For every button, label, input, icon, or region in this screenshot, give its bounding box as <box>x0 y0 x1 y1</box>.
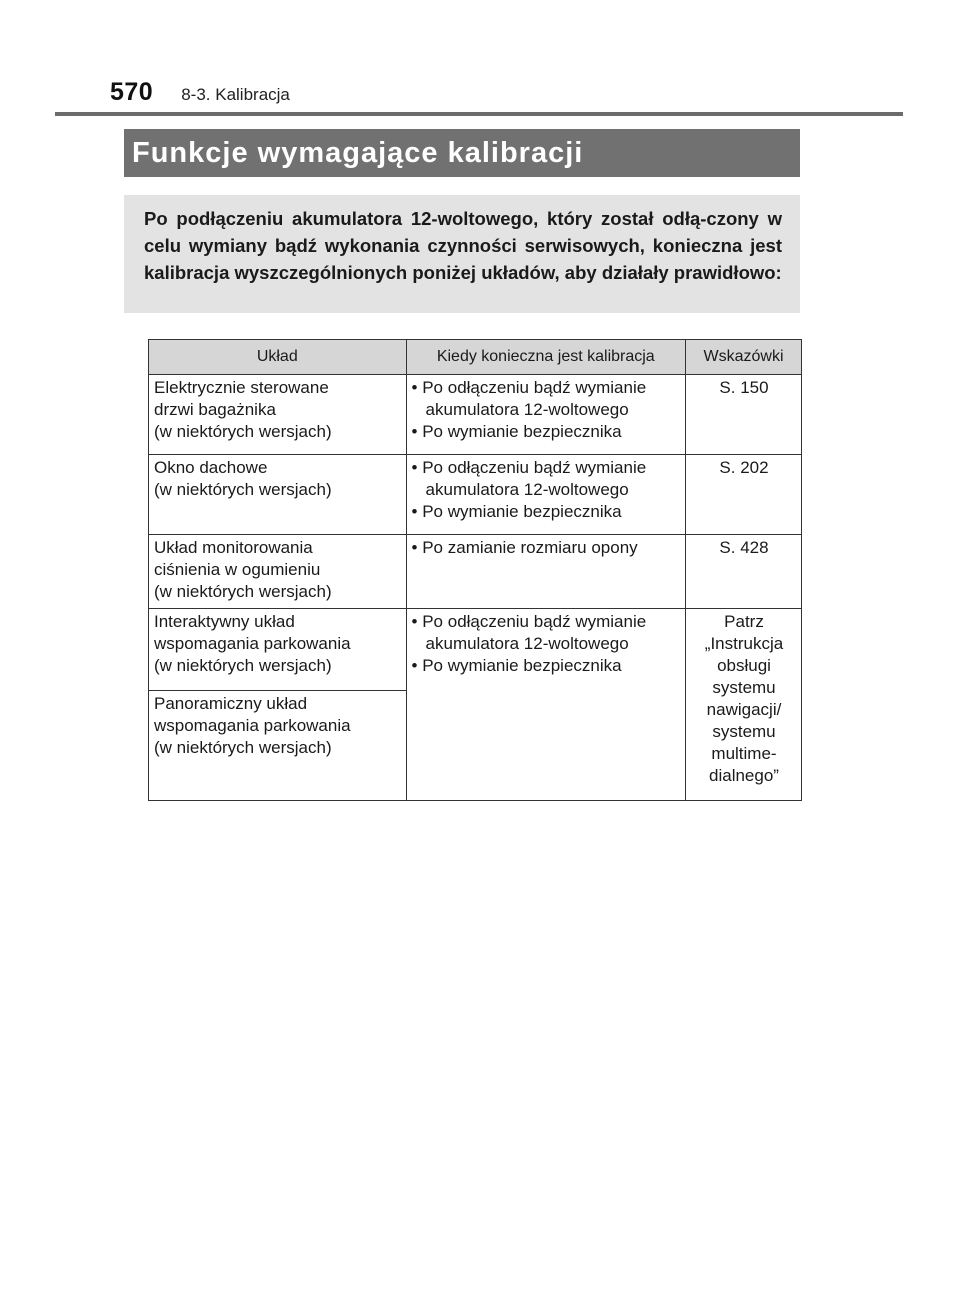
system-line: (w niektórych wersjach) <box>154 480 332 499</box>
table-row <box>149 535 802 609</box>
when-item: • Po zamianie rozmiaru opony <box>412 537 681 559</box>
column-header-when: Kiedy konieczna jest kalibracja <box>406 340 685 375</box>
hint-cell <box>686 375 802 455</box>
system-cell <box>149 375 407 455</box>
section-reference: 8-3. Kalibracja <box>181 85 290 104</box>
intro-text: Po podłączeniu akumulatora 12-woltowego, który został odłą-czony w celu wymiany bądź wykonania czynności serwisowych, konieczna jest kalibracja wyszczególnionych poniżej układów, aby działały prawidłowo: <box>124 195 800 313</box>
when-item: • Po odłączeniu bądź wymianie akumulatora 12-woltowego <box>412 377 681 421</box>
when-list <box>412 457 681 523</box>
when-cell <box>406 609 685 801</box>
column-header-system: Układ <box>149 340 407 375</box>
hint-cell <box>686 535 802 609</box>
system-line: drzwi bagażnika <box>154 400 276 419</box>
system-line: Elektrycznie sterowane <box>154 378 329 397</box>
system-line: Interaktywny układ <box>154 612 295 631</box>
hint-cell <box>686 609 802 801</box>
table-row <box>149 455 802 535</box>
manual-reference: Patrz „Instrukcja obsługi systemu nawigacji/ systemu multime-dialnego” <box>704 612 784 785</box>
system-cell <box>149 609 407 691</box>
when-list <box>412 537 681 559</box>
when-item: • Po wymianie bezpiecznika <box>412 501 681 523</box>
table-row <box>149 375 802 455</box>
system-cell <box>149 535 407 609</box>
system-line: Panoramiczny układ <box>154 694 308 713</box>
table-header-row <box>149 340 802 375</box>
system-line: Układ monitorowania <box>154 538 313 557</box>
system-line: (w niektórych wersjach) <box>154 582 332 601</box>
system-line: ciśnienia w ogumieniu <box>154 560 321 579</box>
when-cell <box>406 455 685 535</box>
page-number: 570 <box>110 78 154 106</box>
page-reference: S. 428 <box>719 538 769 557</box>
when-cell <box>406 375 685 455</box>
column-header-hints: Wskazówki <box>686 340 802 375</box>
system-line: (w niektórych wersjach) <box>154 656 332 675</box>
when-item: • Po odłączeniu bądź wymianie akumulatora 12-woltowego <box>412 457 681 501</box>
hint-cell <box>686 455 802 535</box>
table-row <box>149 609 802 691</box>
when-list <box>412 377 681 443</box>
when-list <box>412 611 681 677</box>
when-item: • Po wymianie bezpiecznika <box>412 655 681 677</box>
system-line: Okno dachowe <box>154 458 268 477</box>
when-item: • Po wymianie bezpiecznika <box>412 421 681 443</box>
system-line: wspomagania parkowania <box>154 634 351 653</box>
system-cell <box>149 455 407 535</box>
when-item: • Po odłączeniu bądź wymianie akumulatora 12-woltowego <box>412 611 681 655</box>
section-title: Funkcje wymagające kalibracji <box>124 129 800 177</box>
calibration-table <box>148 339 802 801</box>
page-reference: S. 202 <box>719 458 769 477</box>
system-line: wspomagania parkowania <box>154 716 351 735</box>
system-line: (w niektórych wersjach) <box>154 422 332 441</box>
page-reference: S. 150 <box>719 378 769 397</box>
header-divider <box>55 112 903 116</box>
system-cell <box>149 691 407 801</box>
when-cell <box>406 535 685 609</box>
system-line: (w niektórych wersjach) <box>154 738 332 757</box>
page-header <box>110 78 290 112</box>
